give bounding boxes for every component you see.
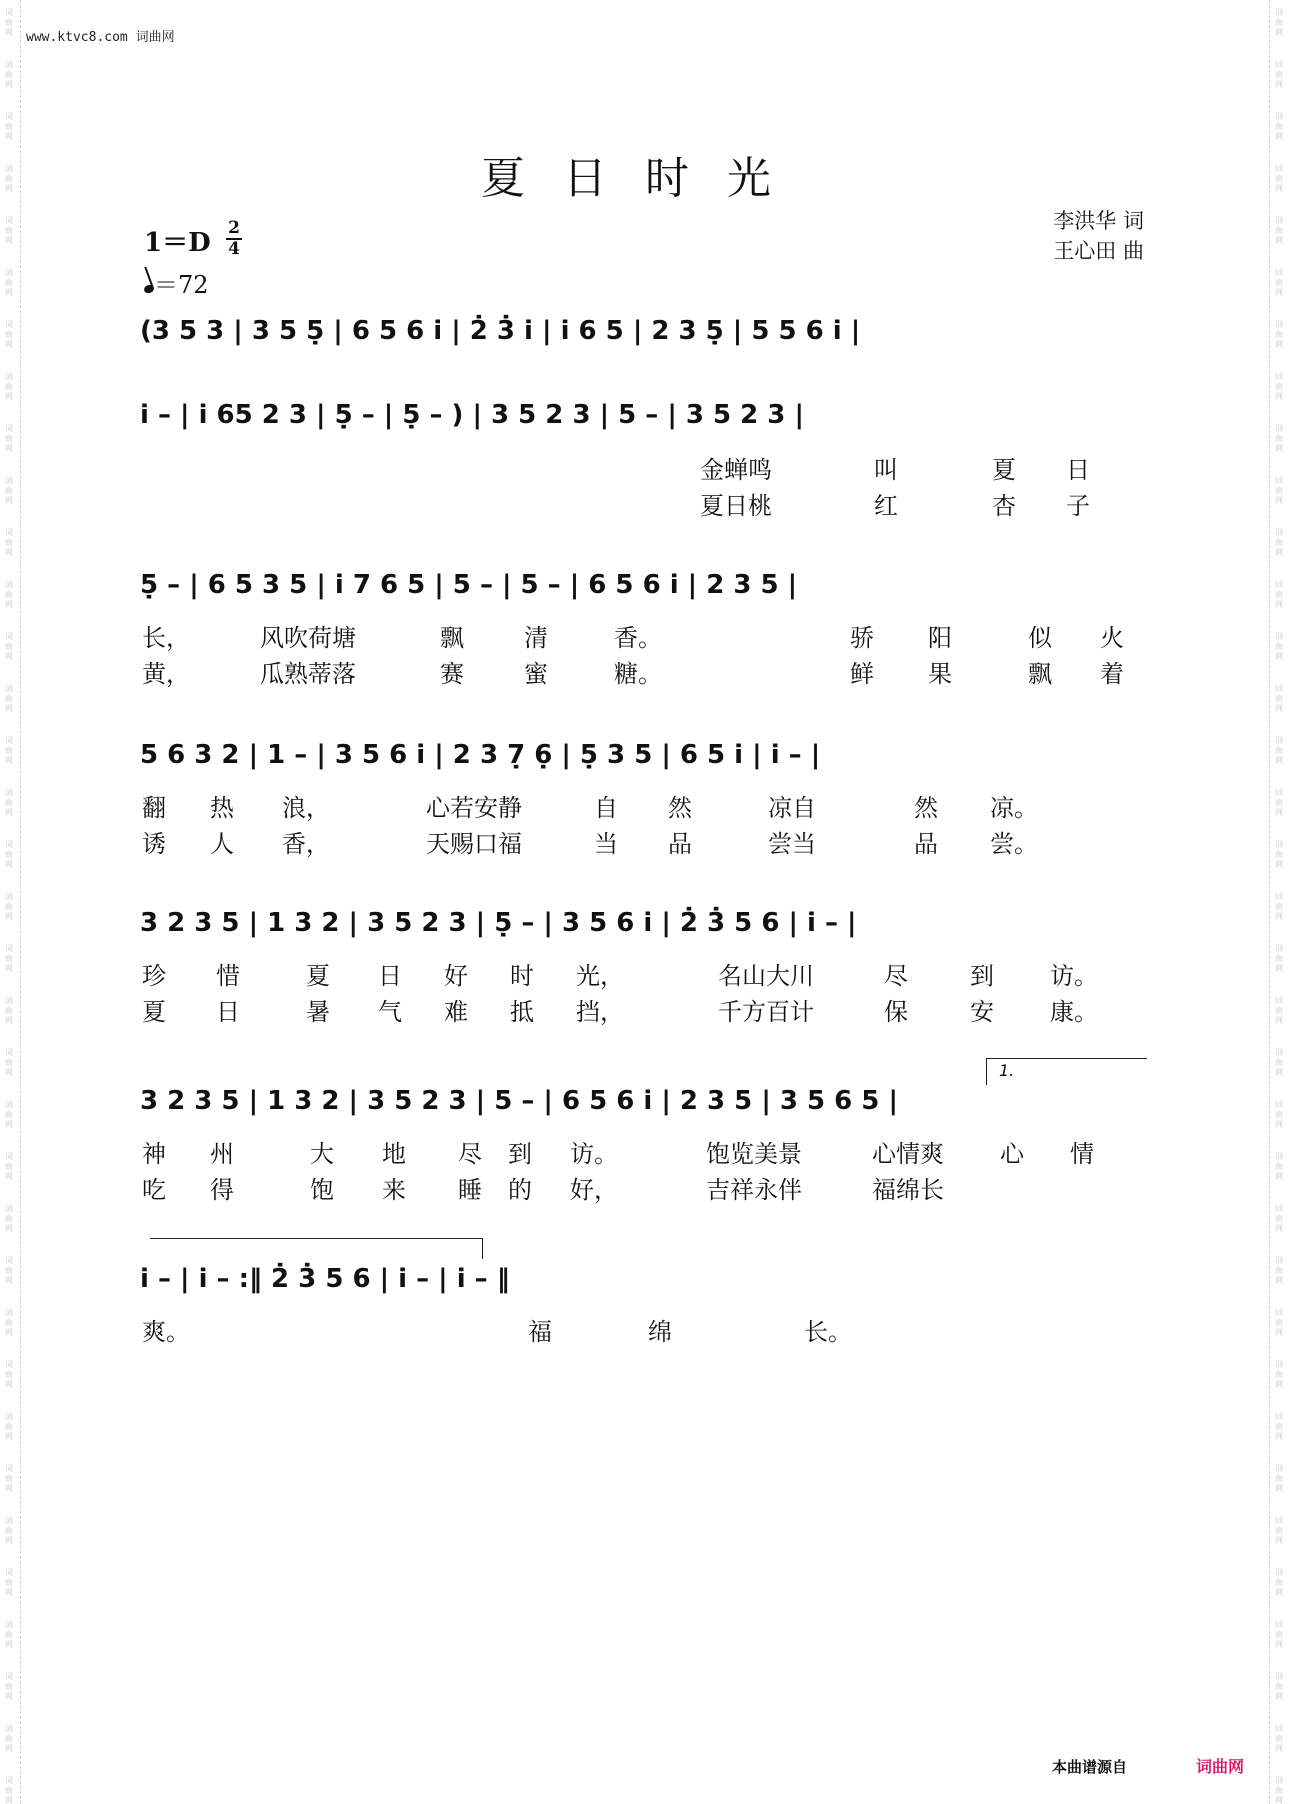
watermark-mark: 词 曲 网 xyxy=(5,1412,13,1441)
watermark-mark: 词 曲 网 xyxy=(5,632,13,661)
watermark-mark: 词 曲 网 xyxy=(1275,1516,1283,1545)
lyric: 夏 xyxy=(306,962,330,990)
lyric: 黄， xyxy=(142,660,190,688)
score-line-6 xyxy=(140,1086,1150,1126)
watermark-mark: 词 曲 网 xyxy=(1275,1308,1283,1337)
watermark-mark: 词 曲 网 xyxy=(5,996,13,1025)
watermark-mark: 词 曲 网 xyxy=(5,580,13,609)
lyric: 访。 xyxy=(1050,962,1098,990)
score-notes: 3 2 3 5 | 1 3 2 | 3 5 2 3 | 5 – | 6 5 6 i | 2 3 5 | 3 5 6 5 | xyxy=(140,1086,898,1116)
lyric: 夏 xyxy=(992,456,1016,484)
lyric: 暑 xyxy=(306,998,330,1026)
watermark-mark: 词 曲 网 xyxy=(5,1620,13,1649)
watermark-mark: 词 曲 网 xyxy=(1275,1568,1283,1597)
lyric: 当 xyxy=(594,830,618,858)
lyric: 气 xyxy=(378,998,402,1026)
watermark-mark: 词 曲 网 xyxy=(5,216,13,245)
watermark-mark: 词 曲 网 xyxy=(5,164,13,193)
lyric: 惜 xyxy=(216,962,240,990)
lyric: 长， xyxy=(142,624,190,652)
watermark-mark: 词 曲 网 xyxy=(1275,1776,1283,1804)
composer: 王心田 曲 xyxy=(1053,239,1144,263)
watermark-mark: 词 曲 网 xyxy=(1275,892,1283,921)
watermark-mark: 词 曲 网 xyxy=(1275,8,1283,37)
lyric: 浪， xyxy=(282,794,330,822)
watermark-mark: 词 曲 网 xyxy=(1275,1100,1283,1129)
time-signature-top: 2 xyxy=(228,218,240,238)
lyric: 夏 xyxy=(142,998,166,1026)
lyric: 瓜熟蒂落 xyxy=(260,660,356,688)
lyric: 安 xyxy=(970,998,994,1026)
lyric: 品 xyxy=(668,830,692,858)
footer-logo[interactable]: 词曲网 xyxy=(1196,1757,1245,1776)
lyric: 心 xyxy=(1000,1140,1024,1168)
watermark-mark: 词 曲 网 xyxy=(5,1568,13,1597)
lyric: 千方百计 xyxy=(718,998,814,1026)
time-signature-bottom: 4 xyxy=(228,239,240,259)
watermark-mark: 词 曲 网 xyxy=(5,1464,13,1493)
lyric: 大 xyxy=(310,1140,334,1168)
lyric: 心若安静 xyxy=(426,794,522,822)
lyric: 热 xyxy=(210,794,234,822)
lyric: 访。 xyxy=(570,1140,618,1168)
key-and-tempo xyxy=(144,218,240,300)
lyric: 的 xyxy=(508,1176,532,1204)
lyric: 红 xyxy=(874,492,898,520)
lyric: 饱 xyxy=(310,1176,334,1204)
watermark-mark: 词 曲 网 xyxy=(1275,1412,1283,1441)
lyric: 吃 xyxy=(142,1176,166,1204)
song-title: 夏日时光 xyxy=(481,153,809,204)
watermark-mark: 词 曲 网 xyxy=(5,60,13,89)
watermark-mark: 词 曲 网 xyxy=(1275,528,1283,557)
lyric: 挡， xyxy=(576,998,624,1026)
watermark-mark: 词 曲 网 xyxy=(5,424,13,453)
score-line-4 xyxy=(140,740,1150,780)
watermark-mark: 词 曲 网 xyxy=(5,944,13,973)
watermark-mark: 词 曲 网 xyxy=(1275,1360,1283,1389)
lyric: 凉。 xyxy=(990,794,1038,822)
lyric: 然 xyxy=(668,794,692,822)
watermark-mark: 词 曲 网 xyxy=(1275,1204,1283,1233)
watermark-mark: 词 曲 网 xyxy=(5,1724,13,1753)
watermark-mark: 词 曲 网 xyxy=(5,1152,13,1181)
score-line-1 xyxy=(140,316,1150,356)
lyric: 日 xyxy=(216,998,240,1026)
watermark-mark: 词 曲 网 xyxy=(1275,996,1283,1025)
lyric: 饱览美景 xyxy=(706,1140,802,1168)
time-signature xyxy=(226,220,242,258)
score-notes: 5 6 3 2 | 1 – | 3 5 6 i | 2 3 7̣ 6̣ | 5̣ 3 5 | 6 5 i | i – | xyxy=(140,740,821,770)
key-signature: 1＝D xyxy=(144,228,211,258)
watermark-mark: 词 曲 网 xyxy=(1275,372,1283,401)
watermark-mark: 词 曲 网 xyxy=(5,736,13,765)
watermark-mark: 词 曲 网 xyxy=(5,268,13,297)
watermark-mark: 词 曲 网 xyxy=(1275,164,1283,193)
lyric: 尝。 xyxy=(990,830,1038,858)
lyric: 着 xyxy=(1100,660,1124,688)
watermark-mark: 词 曲 网 xyxy=(1275,216,1283,245)
score-notes: (3 5 3 | 3 5 5̣ | 6 5 6 i | 2̇ 3̇ i | i 6 5 | 2 3 5̣ | 5 5 6 i | xyxy=(140,316,861,346)
watermark-mark: 词 曲 网 xyxy=(1275,788,1283,817)
lyric: 尽 xyxy=(458,1140,482,1168)
watermark-mark: 词 曲 网 xyxy=(5,684,13,713)
lyric: 阳 xyxy=(928,624,952,652)
watermark-mark: 词 曲 网 xyxy=(5,1360,13,1389)
lyric: 诱 xyxy=(142,830,166,858)
lyric: 尝当 xyxy=(768,830,816,858)
lyric: 赛 xyxy=(440,660,464,688)
lyric: 日 xyxy=(378,962,402,990)
lyric: 风吹荷塘 xyxy=(260,624,356,652)
watermark-mark: 词 曲 网 xyxy=(1275,1256,1283,1285)
lyric: 抵 xyxy=(510,998,534,1026)
watermark-mark: 词 曲 网 xyxy=(1275,580,1283,609)
watermark-mark: 词 曲 网 xyxy=(5,1672,13,1701)
watermark-mark: 词 曲 网 xyxy=(1275,944,1283,973)
lyric: 情 xyxy=(1070,1140,1094,1168)
watermark-mark: 词 曲 网 xyxy=(5,528,13,557)
watermark-mark: 词 曲 网 xyxy=(1275,424,1283,453)
score-notes: 3 2 3 5 | 1 3 2 | 3 5 2 3 | 5̣ – | 3 5 6 i | 2̇ 3̇ 5 6 | i – | xyxy=(140,908,857,938)
lyric: 似 xyxy=(1028,624,1052,652)
watermark-mark: 词 曲 网 xyxy=(5,788,13,817)
watermark-mark: 词 曲 网 xyxy=(5,1308,13,1337)
lyric: 光， xyxy=(576,962,624,990)
lyricist: 李洪华 词 xyxy=(1053,209,1144,233)
watermark-mark: 词 曲 网 xyxy=(1275,1152,1283,1181)
watermark-mark: 词 曲 网 xyxy=(1275,112,1283,141)
site-url: www.ktvc8.com 词曲网 xyxy=(26,30,175,45)
lyric: 长。 xyxy=(804,1318,852,1346)
lyric: 翻 xyxy=(142,794,166,822)
lyric: 糖。 xyxy=(614,660,662,688)
watermark-mark: 词 曲 网 xyxy=(1275,268,1283,297)
lyric: 州 xyxy=(210,1140,234,1168)
watermark-strip-right xyxy=(1269,0,1290,1804)
tempo-marking xyxy=(144,265,211,300)
lyric: 名山大川 xyxy=(718,962,814,990)
lyric: 康。 xyxy=(1050,998,1098,1026)
credits xyxy=(1053,206,1144,266)
tempo-value: ＝72 xyxy=(154,271,209,299)
lyric: 蜜 xyxy=(524,660,548,688)
lyric: 到 xyxy=(970,962,994,990)
lyric: 难 xyxy=(444,998,468,1026)
lyric: 飘 xyxy=(440,624,464,652)
lyric: 珍 xyxy=(142,962,166,990)
watermark-strip-left xyxy=(0,0,21,1804)
lyric: 金蝉鸣 xyxy=(700,456,772,484)
lyric: 人 xyxy=(210,830,234,858)
lyric: 尽 xyxy=(884,962,908,990)
lyric: 绵 xyxy=(648,1318,672,1346)
watermark-mark: 词 曲 网 xyxy=(1275,320,1283,349)
lyric: 香。 xyxy=(614,624,662,652)
watermark-mark: 词 曲 网 xyxy=(5,112,13,141)
lyric: 日 xyxy=(1066,456,1090,484)
lyric: 鲜 xyxy=(850,660,874,688)
watermark-mark: 词 曲 网 xyxy=(1275,1048,1283,1077)
lyric: 福绵长 xyxy=(872,1176,944,1204)
lyric: 吉祥永伴 xyxy=(706,1176,802,1204)
lyric: 福 xyxy=(528,1318,552,1346)
watermark-mark: 词 曲 网 xyxy=(1275,476,1283,505)
lyric: 火 xyxy=(1100,624,1124,652)
watermark-mark: 词 曲 网 xyxy=(1275,632,1283,661)
score-line-2 xyxy=(140,400,1150,440)
lyric: 好， xyxy=(570,1176,618,1204)
lyric: 然 xyxy=(914,794,938,822)
lyric: 自 xyxy=(594,794,618,822)
score-notes: 5̣ – | 6 5 3 5 | i 7 6 5 | 5 – | 5 – | 6 5 6 i | 2 3 5 | xyxy=(140,570,798,600)
lyric: 地 xyxy=(382,1140,406,1168)
score-line-5 xyxy=(140,908,1150,948)
lyric: 来 xyxy=(382,1176,406,1204)
lyric: 飘 xyxy=(1028,660,1052,688)
lyric: 骄 xyxy=(850,624,874,652)
watermark-mark: 词 曲 网 xyxy=(5,1100,13,1129)
watermark-mark: 词 曲 网 xyxy=(1275,736,1283,765)
watermark-mark: 词 曲 网 xyxy=(5,840,13,869)
lyric: 品 xyxy=(914,830,938,858)
lyric: 果 xyxy=(928,660,952,688)
lyric: 杏 xyxy=(992,492,1016,520)
score-line-7 xyxy=(140,1264,1150,1304)
lyric: 到 xyxy=(508,1140,532,1168)
lyric: 爽。 xyxy=(142,1318,190,1346)
watermark-mark: 词 曲 网 xyxy=(1275,840,1283,869)
watermark-mark: 词 曲 网 xyxy=(5,1204,13,1233)
watermark-mark: 词 曲 网 xyxy=(5,320,13,349)
lyric: 凉自 xyxy=(768,794,816,822)
watermark-mark: 词 曲 网 xyxy=(1275,60,1283,89)
watermark-mark: 词 曲 网 xyxy=(1275,1620,1283,1649)
repeat-bracket xyxy=(150,1238,483,1259)
watermark-mark: 词 曲 网 xyxy=(5,372,13,401)
volta-bracket xyxy=(986,1058,1147,1085)
lyric: 神 xyxy=(142,1140,166,1168)
watermark-mark: 词 曲 网 xyxy=(5,476,13,505)
lyric: 得 xyxy=(210,1176,234,1204)
lyric: 子 xyxy=(1066,492,1090,520)
lyric: 夏日桃 xyxy=(700,492,772,520)
lyric: 睡 xyxy=(458,1176,482,1204)
volta-label: 1. xyxy=(999,1061,1015,1080)
lyric: 叫 xyxy=(874,456,898,484)
lyric: 香， xyxy=(282,830,330,858)
score-notes: i – | i – :‖ 2̇ 3̇ 5 6 | i – | i – ‖ xyxy=(140,1264,510,1294)
lyric: 心情爽 xyxy=(872,1140,944,1168)
watermark-mark: 词 曲 网 xyxy=(5,1256,13,1285)
watermark-mark: 词 曲 网 xyxy=(1275,1672,1283,1701)
watermark-mark: 词 曲 网 xyxy=(1275,1464,1283,1493)
watermark-mark: 词 曲 网 xyxy=(5,892,13,921)
lyric: 清 xyxy=(524,624,548,652)
watermark-mark: 词 曲 网 xyxy=(5,1048,13,1077)
watermark-mark: 词 曲 网 xyxy=(5,8,13,37)
watermark-mark: 词 曲 网 xyxy=(5,1776,13,1804)
footer-source-text: 本曲谱源自 xyxy=(1052,1758,1128,1776)
score-line-3 xyxy=(140,570,1150,610)
lyric: 保 xyxy=(884,998,908,1026)
lyric: 时 xyxy=(510,962,534,990)
score-notes: i – | i 65 2 3 | 5̣ – | 5̣ – ) | 3 5 2 3 | 5 – | 3 5 2 3 | xyxy=(140,400,804,430)
watermark-mark: 词 曲 网 xyxy=(5,1516,13,1545)
lyric: 好 xyxy=(444,962,468,990)
lyric: 天赐口福 xyxy=(426,830,522,858)
watermark-mark: 词 曲 网 xyxy=(1275,1724,1283,1753)
watermark-mark: 词 曲 网 xyxy=(1275,684,1283,713)
